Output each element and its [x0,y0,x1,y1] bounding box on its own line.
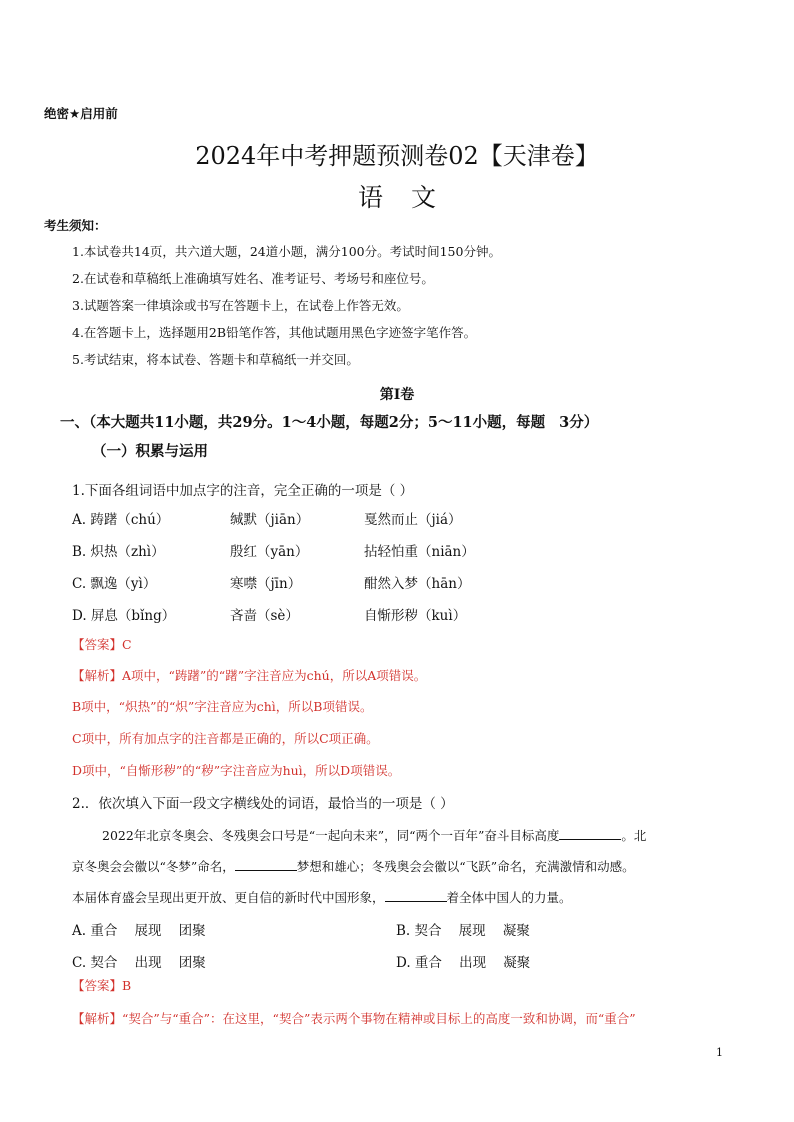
section-heading-main: 一、（本大题共11小题，共29分。1～4小题，每题2分；5～11小题，每题 [60,414,546,431]
q1-option-a-1: A. 踌躇（chú） [72,512,170,528]
q1-option-b-2: 殷红（yān） [230,544,309,560]
question-1-stem: 1.下面各组词语中加点字的注音，完全正确的一项是（ ） [72,483,414,499]
q2-answer: 【答案】B [72,978,132,993]
confidential-label: 绝密★启用前 [44,106,118,121]
q2-passage-text: 本届体育盛会呈现出更开放、更自信的新时代中国形象， [72,890,385,905]
notice-item: 2.在试卷和草稿纸上准确填写姓名、准考证号、考场号和座位号。 [72,271,434,286]
subject-char-1: 语 [357,183,383,212]
q2-analysis-line: 【解析】“契合”与“重合”：在这里，“契合”表示两个事物在精神或目标上的高度一致和协调，而“重合” [72,1011,636,1026]
q1-option-d-3: 自惭形秽（kuì） [364,608,467,624]
q1-analysis-line: 【解析】A项中，“踌躇”的“躇”字注音应为chú，所以A项错误。 [72,668,427,683]
subject-title [0,178,794,214]
subsection-heading: （一）积累与运用 [92,443,208,460]
q2-passage-text: 。北 [621,828,647,843]
q1-option-b-1: B. 炽热（zhì） [72,544,165,560]
fill-blank-2 [235,858,297,871]
section-heading [60,411,598,432]
q2-passage-text: 着全体中国人的力量。 [446,890,572,905]
q1-option-c-1: C. 飘逸（yì） [72,576,157,592]
q2-passage-text: 京冬奥会会徽以“冬梦”命名， [72,859,235,874]
q1-option-d-2: 吝啬（sè） [230,608,299,624]
q2-option-d: D. 重合 出现 凝聚 [396,955,531,971]
exam-title: 2024年中考押题预测卷02【天津卷】 [195,142,599,170]
fill-blank-1 [559,827,621,840]
q2-passage-line-3 [72,888,572,906]
q1-option-a-2: 缄默（jiān） [230,512,310,528]
subject-char-2: 文 [411,183,437,212]
q1-analysis-line: C项中，所有加点字的注音都是正确的，所以C项正确。 [72,731,379,746]
q2-option-a: A. 重合 展现 团聚 [72,923,206,939]
q2-option-b: B. 契合 展现 凝聚 [396,923,530,939]
volume-heading: 第Ⅰ卷 [379,387,415,403]
q1-option-b-3: 拈轻怕重（niān） [364,544,475,560]
notice-item: 4.在答题卡上，选择题用2B铅笔作答，其他试题用黑色字迹签字笔作答。 [72,325,477,340]
notice-item: 3.试题答案一律填涂或书写在答题卡上，在试卷上作答无效。 [72,298,409,313]
q1-analysis-line: B项中，“炽热”的“炽”字注音应为chì，所以B项错误。 [72,699,373,714]
notice-heading: 考生须知： [44,218,107,233]
fill-blank-3 [385,889,447,902]
q2-passage-text: 梦想和雄心；冬残奥会会徽以“飞跃”命名，充满激情和动感。 [296,859,635,874]
q2-passage-line-1 [102,826,646,844]
q2-option-c: C. 契合 出现 团聚 [72,955,206,971]
q1-option-c-2: 寒噤（jīn） [230,576,302,592]
q1-option-d-1: D. 屏息（bǐng） [72,608,176,624]
q2-passage-text: 2022年北京冬奥会、冬残奥会口号是“一起向未来”，同“两个一百年”奋斗目标高度 [102,828,560,843]
question-2-stem: 2.．依次填入下面一段文字横线处的词语，最恰当的一项是（ ） [72,796,454,812]
q1-option-c-3: 酣然入梦（hān） [364,576,471,592]
q1-analysis-line: D项中，“自惭形秽”的“秽”字注音应为huì，所以D项错误。 [72,763,401,778]
page-number: 1 [716,1046,723,1059]
notice-item: 5.考试结束，将本试卷、答题卡和草稿纸一并交回。 [72,352,359,367]
q1-answer: 【答案】C [72,637,132,652]
q2-passage-line-2 [72,857,635,875]
q1-option-a-3: 戛然而止（jiá） [364,512,462,528]
section-heading-tail: 3分） [559,414,599,431]
notice-item: 1.本试卷共14页，共六道大题，24道小题，满分100分。考试时间150分钟。 [72,244,501,259]
